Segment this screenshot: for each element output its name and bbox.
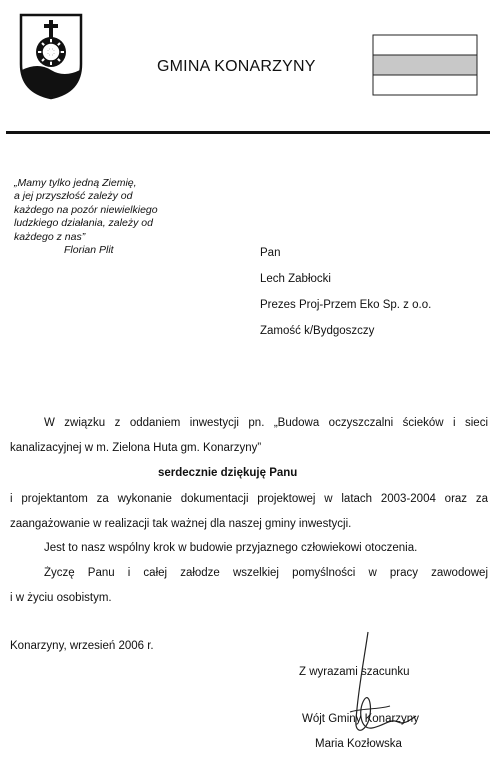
motto-quote (14, 177, 184, 257)
recipient-position: Prezes Proj-Przem Eko Sp. z o.o. (260, 299, 432, 311)
paragraph-2-line-2: zaangażowanie w realizacji tak ważnej dla naszej gminy inwestycji. (10, 518, 352, 530)
motto-line: każdego z nas” (14, 230, 86, 243)
recipient-address: Zamość k/Bydgoszczy (260, 325, 375, 337)
paragraph-2-line-1: i projektantom za wykonanie dokumentacji projektowej w latach 2003-2004 oraz za (10, 493, 488, 505)
recipient-salutation: Pan (260, 247, 281, 259)
recipient-name: Lech Zabłocki (260, 273, 331, 285)
paragraph-1-line-1: W związku z oddaniem inwestycji pn. „Budowa oczyszczalni ścieków i sieci (44, 417, 488, 429)
paragraph-3: Jest to nasz wspólny krok w budowie przyjaznego człowiekowi otoczenia. (44, 542, 418, 554)
signer-name: Maria Kozłowska (315, 738, 402, 750)
thanks-line: serdecznie dziękuję Panu (158, 467, 298, 479)
page-title: GMINA KONARZYNY (157, 58, 316, 75)
coat-of-arms-icon (18, 12, 84, 100)
closing-phrase: Z wyrazami szacunku (299, 666, 410, 678)
letter-body (10, 416, 488, 604)
signature-icon (320, 630, 430, 748)
paragraph-4-line-1: Życzę Panu i całej załodze wszelkiej pomyślności w pracy zawodowej (44, 567, 488, 579)
place-and-date: Konarzyny, wrzesień 2006 r. (10, 640, 154, 652)
motto-line: każdego na pozór niewielkiego (14, 203, 158, 216)
municipality-flag-icon (372, 34, 478, 96)
motto-author: Florian Plit (64, 244, 114, 257)
paragraph-1-line-2: kanalizacyjnej w m. Zielona Huta gm. Konarzyny” (10, 442, 262, 454)
recipient-block (260, 246, 431, 350)
motto-line: „Mamy tylko jedną Ziemię, (14, 177, 137, 189)
signer-title: Wójt Gminy Konarzyny (302, 713, 419, 725)
motto-line: ludzkiego działania, zależy od (14, 217, 153, 230)
header-divider (6, 131, 490, 134)
paragraph-4-line-2: i w życiu osobistym. (10, 592, 112, 604)
motto-line: a jej przyszłość zależy od (14, 190, 133, 203)
